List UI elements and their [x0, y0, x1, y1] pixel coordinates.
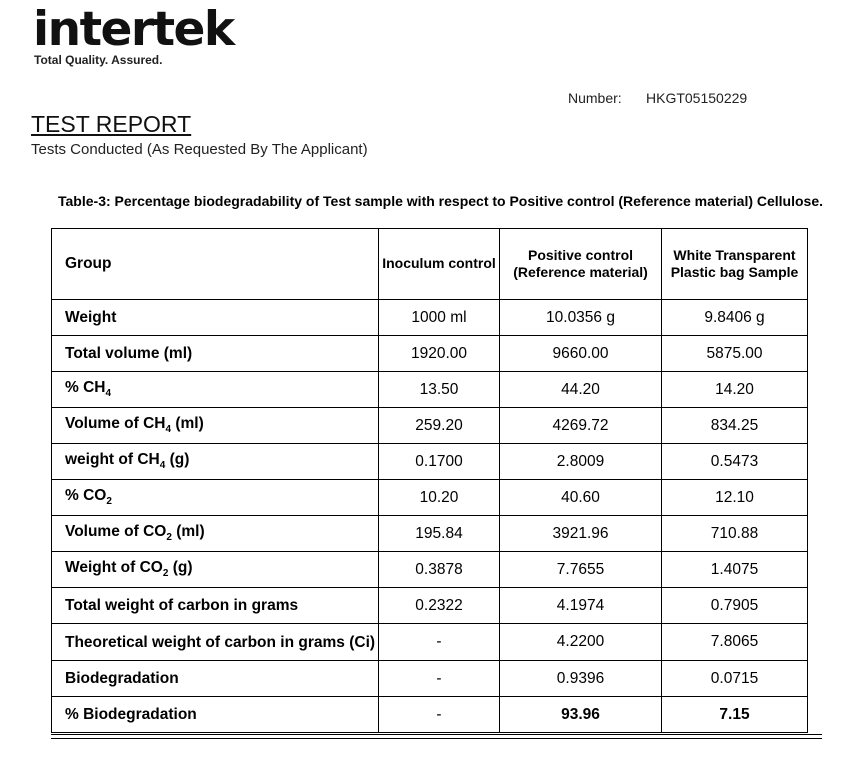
footer-rule [51, 734, 822, 735]
cell-sample: 9.8406 g [662, 300, 808, 336]
cell-sample: 14.20 [662, 372, 808, 408]
cell-inoculum: 195.84 [379, 516, 500, 552]
cell-positive: 4.1974 [500, 588, 662, 624]
brand-tagline: Total Quality. Assured. [34, 53, 163, 67]
cell-positive: 93.96 [500, 697, 662, 733]
cell-sample: 5875.00 [662, 336, 808, 372]
cell-sample: 0.5473 [662, 444, 808, 480]
cell-inoculum: - [379, 624, 500, 661]
cell-positive: 4.2200 [500, 624, 662, 661]
table-row [52, 516, 808, 552]
cell-positive: 0.9396 [500, 661, 662, 697]
cell-sample: 0.7905 [662, 588, 808, 624]
row-label: Volume of $CH_4$ (ml) [52, 408, 379, 444]
cell-sample: 710.88 [662, 516, 808, 552]
row-label: % $CH_4$ [52, 372, 379, 408]
table-row [52, 697, 808, 733]
cell-positive: 10.0356 g [500, 300, 662, 336]
cell-inoculum: 1920.00 [379, 336, 500, 372]
table-row [52, 661, 808, 697]
cell-positive: 9660.00 [500, 336, 662, 372]
cell-inoculum: 13.50 [379, 372, 500, 408]
row-label: Volume of $CO_2$ (ml) [52, 516, 379, 552]
column-header-sample: White Transparent Plastic bag Sample [662, 229, 808, 300]
table-header-row [52, 229, 808, 300]
cell-inoculum: 0.2322 [379, 588, 500, 624]
row-label: Weight of $CO_2$ (g) [52, 552, 379, 588]
report-number-label: Number: [568, 90, 622, 106]
row-label: % Biodegradation [52, 697, 379, 733]
cell-positive: 40.60 [500, 480, 662, 516]
row-label: Total volume (ml) [52, 336, 379, 372]
cell-sample: 0.0715 [662, 661, 808, 697]
cell-inoculum: 0.1700 [379, 444, 500, 480]
cell-inoculum: - [379, 661, 500, 697]
table-row [52, 444, 808, 480]
table-row [52, 336, 808, 372]
cell-sample: 12.10 [662, 480, 808, 516]
report-subtitle: Tests Conducted (As Requested By The Applicant) [31, 141, 368, 158]
cell-inoculum: 259.20 [379, 408, 500, 444]
row-label: Biodegradation [52, 661, 379, 697]
row-label: Theoretical weight of carbon in grams (Ci) [52, 624, 379, 661]
row-label: % $CO_2$ [52, 480, 379, 516]
table-caption: Table-3: Percentage biodegradability of Test sample with respect to Positive control (Reference material) Cellulose. [58, 193, 824, 209]
cell-positive: 2.8009 [500, 444, 662, 480]
cell-inoculum: - [379, 697, 500, 733]
table-row [52, 588, 808, 624]
row-label: weight of $CH_4$ (g) [52, 444, 379, 480]
cell-sample: 1.4075 [662, 552, 808, 588]
biodegradability-table [51, 228, 808, 733]
column-header-group: Group [52, 229, 379, 300]
report-title: TEST REPORT [31, 111, 192, 137]
column-header-inoculum-control: Inoculum control [379, 229, 500, 300]
table-row [52, 372, 808, 408]
cell-sample: 7.8065 [662, 624, 808, 661]
cell-positive: 3921.96 [500, 516, 662, 552]
cell-inoculum: 10.20 [379, 480, 500, 516]
table-row [52, 552, 808, 588]
table-row [52, 300, 808, 336]
table-row [52, 480, 808, 516]
report-number-value: HKGT05150229 [646, 90, 748, 106]
cell-positive: 7.7655 [500, 552, 662, 588]
cell-positive: 4269.72 [500, 408, 662, 444]
cell-sample: 834.25 [662, 408, 808, 444]
table-row [52, 408, 808, 444]
row-label: Total weight of carbon in grams [52, 588, 379, 624]
footer-rule [51, 738, 822, 739]
intertek-logo: intertek [33, 2, 234, 57]
cell-positive: 44.20 [500, 372, 662, 408]
cell-sample: 7.15 [662, 697, 808, 733]
row-label: Weight [52, 300, 379, 336]
table-row [52, 624, 808, 661]
cell-inoculum: 1000 ml [379, 300, 500, 336]
column-header-positive-control: Positive control (Reference material) [500, 229, 662, 300]
cell-inoculum: 0.3878 [379, 552, 500, 588]
